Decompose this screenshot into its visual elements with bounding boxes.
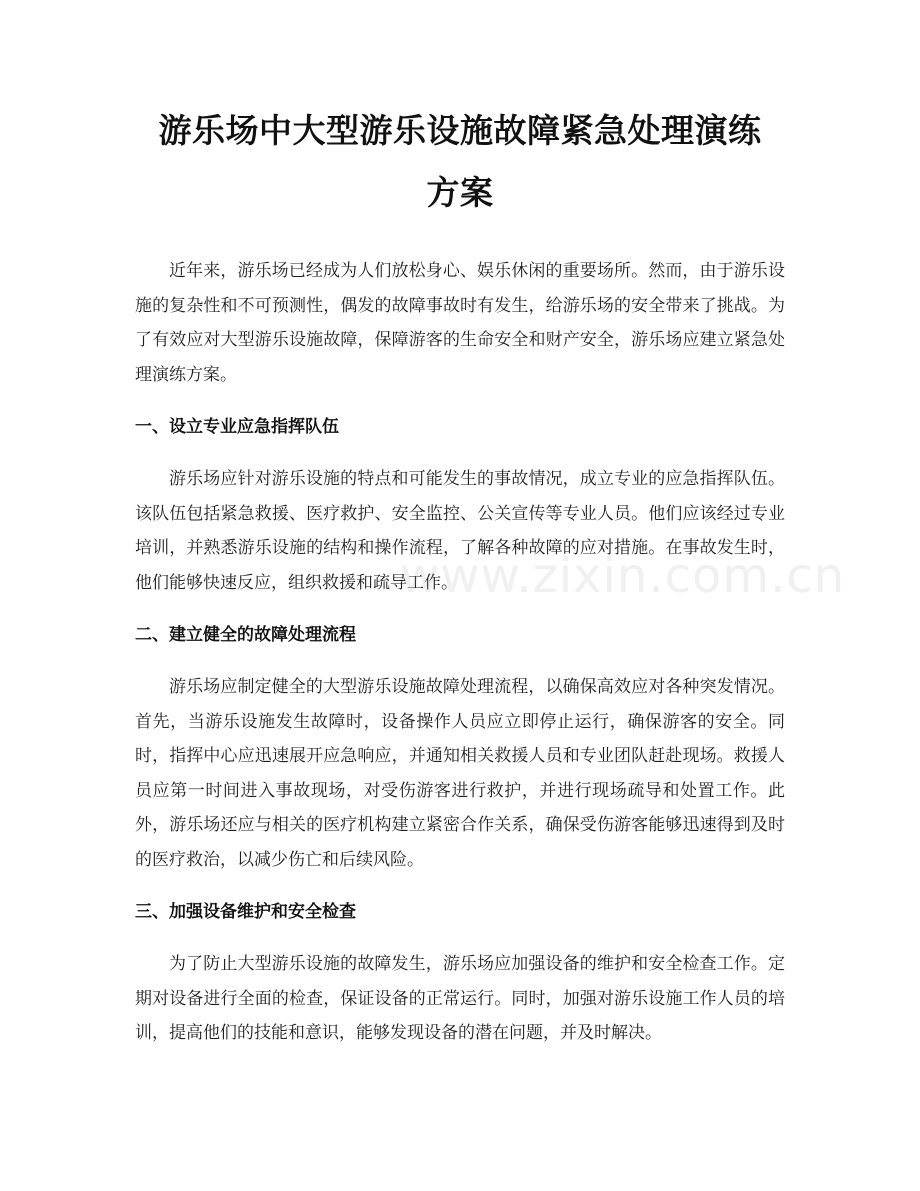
section-body-3: 为了防止大型游乐设施的故障发生，游乐场应加强设备的维护和安全检查工作。定期对设备进行全面的检查，保证设备的正常运行。同时，加强对游乐设施工作人员的培训，提高他们的技能和意识，能够发现设备的潜在问题，并及时解决。: [135, 954, 785, 1043]
title-block: [135, 100, 785, 224]
watermark-text: www.zixin.com.cn: [400, 548, 846, 604]
section-heading-1: 一、设立专业应急指挥队伍: [135, 417, 339, 437]
document-title: 游乐场中大型游乐设施故障紧急处理演练方案: [158, 111, 762, 212]
section-heading-3: 三、加强设备维护和安全检查: [135, 902, 356, 922]
intro-paragraph: 近年来，游乐场已经成为人们放松身心、娱乐休闲的重要场所。然而，由于游乐设施的复杂性和不可预测性，偶发的故障事故时有发生，给游乐场的安全带来了挑战。为了有效应对大型游乐设施故障，保障游客的生命安全和财产安全，游乐场应建立紧急处理演练方案。: [135, 261, 785, 385]
section-heading-2: 二、建立健全的故障处理流程: [135, 625, 356, 645]
section-body-1: 游乐场应针对游乐设施的特点和可能发生的事故情况，成立专业的应急指挥队伍。该队伍包括紧急救援、医疗救护、安全监控、公关宣传等专业人员。他们应该经过专业培训，并熟悉游乐设施的结构和操作流程，了解各种故障的应对措施。在事故发生时，他们能够快速反应，组织救援和疏导工作。: [135, 469, 785, 593]
section-body-2: 游乐场应制定健全的大型游乐设施故障处理流程，以确保高效应对各种突发情况。首先，当游乐设施发生故障时，设备操作人员应立即停止运行，确保游客的安全。同时，指挥中心应迅速展开应急响应，并通知相关救援人员和专业团队赶赴现场。救援人员应第一时间进入事故现场，对受伤游客进行救护，并进行现场疏导和处置工作。此外，游乐场还应与相关的医疗机构建立紧密合作关系，确保受伤游客能够迅速得到及时的医疗救治，以减少伤亡和后续风险。: [135, 677, 785, 870]
